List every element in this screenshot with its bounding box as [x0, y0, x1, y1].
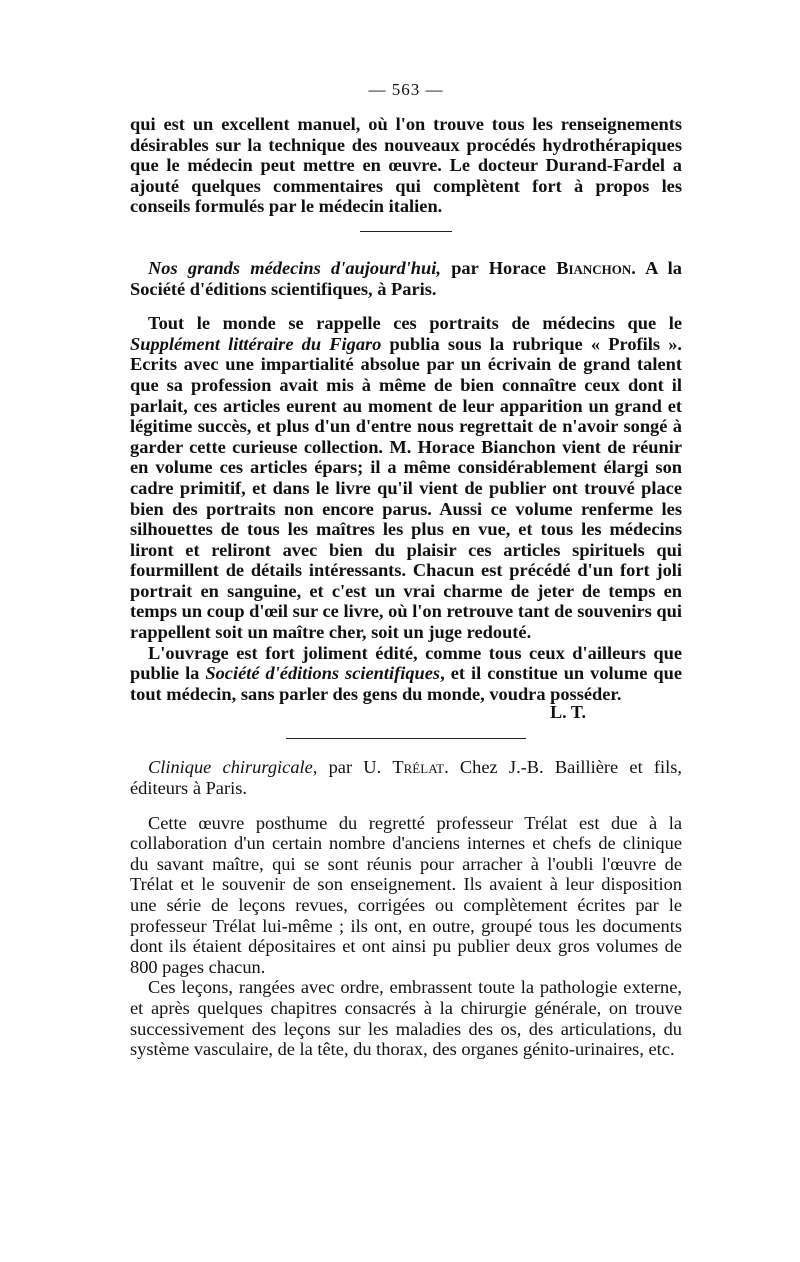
author-name: Trélat	[392, 757, 445, 778]
book-title: Nos grands médecins d'aujourd'hui,	[148, 257, 441, 278]
review-paragraph: L'ouvrage est fort joliment édité, comme tous ceux d'ailleurs que publie la Société d'éditions scientifiques, et il constitue un volume que tout médecin, sans parler des gens du monde, voudra posséder.	[130, 642, 682, 704]
section-divider	[286, 738, 526, 739]
review-paragraph: Cette œuvre posthume du regretté professeur Trélat est due à la collaboration d'un certain nombre d'anciens internes et chefs de clinique du savant maître, qui se sont réunis pour arracher à l'oubli l'œuvre de Trélat et le souvenir de son enseignement. Ils avaient à leur disposition une série de leçons revues, corrigées ou complètement écrites par le professeur Trélat lui-même ; ils ont, en outre, groupé tous les documents dont ils étaient dépositaires et ont ainsi pu publier deux gros volumes de 800 pages chacun.	[130, 812, 682, 977]
book-title: Clinique chirurgicale,	[148, 757, 318, 778]
author-name: Bianchon	[556, 257, 632, 278]
review-heading: Clinique chirurgicale, par U. Trélat. Chez J.-B. Baillière et fils, éditeurs à Paris.	[130, 757, 682, 799]
review-paragraph: Ces leçons, rangées avec ordre, embrassent toute la pathologie externe, et après quelques chapitres consacrés à la chirurgie générale, on trouve successivement des leçons sur les maladies des os, des articulations, du système vasculaire, de la tête, du thorax, des organes génito-urinaires, etc.	[130, 977, 682, 1060]
publisher-name: Société d'éditions scientifiques	[205, 663, 441, 684]
review-heading: Nos grands médecins d'aujourd'hui, par Horace Bianchon. A la Société d'éditions scientifiques, à Paris.	[130, 257, 682, 299]
publisher-info: . Chez J.-B. Baillière et fils, éditeurs à Paris.	[130, 757, 682, 799]
review-hydrotherapy-end	[130, 114, 682, 217]
review-nos-grands-medecins	[130, 258, 682, 722]
review-clinique-chirurgicale	[130, 757, 682, 1059]
publication-title: Supplément littéraire du Figaro	[130, 333, 382, 354]
page-number: — 563 —	[368, 80, 444, 99]
review-paragraph: Tout le monde se rappelle ces portraits de médecins que le Supplément littéraire du Figaro publia sous la rubrique « Profils ». Ecrits avec une impartialité absolue par un écrivain de grand talent que sa profession avait mis à même de bien connaître ceux dont il parlait, ces articles eurent au moment de leur apparition un grand et légitime succès, et plus d'un d'entre nous regrettait de n'avoir songé à garder cette curieuse collection. M. Horace Bianchon vient de réunir en volume ces articles épars; il a même considérablement élargi son cadre primitif, et dans le livre qu'il vient de publier ont trouvé place bien des portraits non encore parus. Aussi ce volume renferme les silhouettes de tous les maîtres les plus en vue, et tous les médecins liront et reliront avec bien du plaisir ces articles spirituels qui fourmillent de détails intéressants. Chacun est précédé d'un fort joli portrait en sanguine, et c'est un vrai charme de jeter de temps en temps un coup d'œil sur ce livre, où l'on retrouve tant de souvenirs qui rappellent soit un maître cher, soit un juge redouté.	[130, 313, 682, 643]
section-divider	[360, 231, 452, 232]
review-signature: L. T.	[550, 702, 586, 723]
review-paragraph: qui est un excellent manuel, où l'on trouve tous les renseignements désirables sur la technique des nouveaux procédés hydrothérapiques que le médecin peut mettre en œuvre. Le docteur Durand-Fardel a ajouté quelques commentaires qui complètent fort à propos les conseils formulés par le médecin italien.	[130, 114, 682, 217]
publisher-info: . A la Société d'éditions scientifiques, à Paris.	[130, 257, 682, 299]
